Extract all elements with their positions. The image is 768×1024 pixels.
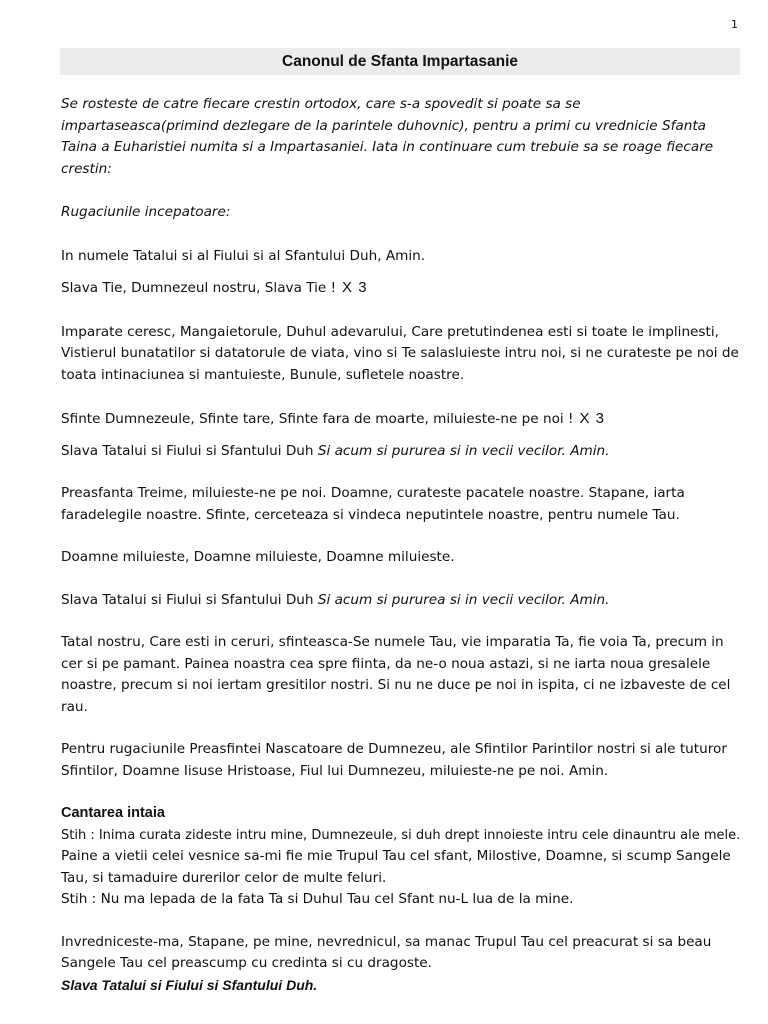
prayer-slava-tie-text: Slava Tie, Dumnezeul nostru, Slava Tie ! <box>61 280 337 296</box>
opening-prayers-heading: Rugaciunile incepatoare: <box>61 204 231 220</box>
prayer-tatal-nostru: Tatal nostru, Care esti in ceruri, sfinteasca-Se numele Tau, vie imparatia Ta, fie voia Ta, precum in cer si pe pamant. Painea noastra cea spre fiinta, da ne-o noua astazi, si ne iarta noua gresalele noastre, precum si noi iertam gresitilor nostri. Si nu ne duce pe noi in ispita, ci ne izbaveste de cel rau. <box>61 634 731 715</box>
prayer-in-numele: In numele Tatalui si al Fiului si al Sfantului Duh, Amin. <box>61 247 426 264</box>
slava-tatalui-text: Slava Tatalui si Fiului si Sfantului Duh <box>61 591 314 608</box>
verse-paine-a-vietii: Paine a vietii celei vesnice sa-mi fie mie Trupul Tau cel sfant, Milostive, Doamne, si scump Sangele Tau, si tamaduire durerilor celor de multe feluri. <box>61 848 731 886</box>
si-acum-text: Si acum si pururea si in vecii vecilor. Amin. <box>317 591 610 608</box>
section-heading-cantarea-intaia: Cantarea intaia <box>61 805 165 821</box>
prayer-slava-tatalui-2 <box>61 590 741 612</box>
repeat-mark: X 3 <box>342 279 368 296</box>
stih-1: Stih : Inima curata zideste intru mine, Dumnezeule, si duh drept innoieste intru cele dinauntru ale mele. <box>61 827 741 843</box>
verse-invredniceste-ma: Invredniceste-ma, Stapane, pe mine, nevrednicul, sa manac Trupul Tau cel preacurat si sa beau Sangele Tau cel preascump cu credinta si cu dragoste. <box>61 933 712 971</box>
page-number: 1 <box>731 18 738 31</box>
document-body <box>61 94 741 996</box>
prayer-preasfanta-treime: Preasfanta Treime, miluieste-ne pe noi. Doamne, curateste pacatele noastre. Stapane, iarta faradelegile noastre. Sfinte, cerceteaza si vindeca neputintele noastre, pentru numele Tau. <box>61 485 685 523</box>
prayer-slava-tatalui <box>61 441 741 463</box>
prayer-doamne-miluieste: Doamne miluieste, Doamne miluieste, Doamne miluieste. <box>61 549 455 565</box>
intro-paragraph: Se rosteste de catre fiecare crestin ortodox, care s-a spovedit si poate sa se impartaseasca(primind dezlegare de la parintele duhovnic), pentru a primi cu vrednicie Sfanta Taina a Euharistiei numita si a Impartasaniei. Iata in continuare cum trebuie sa se roage fiecare crestin: <box>61 96 714 177</box>
closing-slava: Slava Tatalui si Fiului si Sfantului Duh. <box>61 976 318 993</box>
stih-2: Stih : Nu ma lepada de la fata Ta si Duhul Tau cel Sfant nu-L lua de la mine. <box>61 891 574 907</box>
prayer-pentru-rugaciunile: Pentru rugaciunile Preasfintei Nascatoare de Dumnezeu, ale Sfintilor Parintilor nostri si ale tuturor Sfintilor, Doamne Iisuse Hristoase, Fiul lui Dumnezeu, miluieste-ne pe noi. Amin. <box>61 741 727 779</box>
repeat-mark: X 3 <box>579 410 605 427</box>
slava-tatalui-text: Slava Tatalui si Fiului si Sfantului Duh <box>61 442 314 459</box>
prayer-sfinte-dumnezeule-text: Sfinte Dumnezeule, Sfinte tare, Sfinte fara de moarte, miluieste-ne pe noi ! <box>61 411 574 427</box>
si-acum-text: Si acum si pururea si in vecii vecilor. Amin. <box>317 442 610 459</box>
prayer-slava-tie <box>61 277 741 300</box>
prayer-imparate-ceresc: Imparate ceresc, Mangaietorule, Duhul adevarului, Care pretutindenea esti si toate le implinesti, Vistierul bunatatilor si datatorule de viata, vino si Te salasluieste intru noi, si ne curateste pe noi de toata intinaciunea si mantuieste, Bunule, sufletele noastre. <box>61 323 739 383</box>
document-title: Canonul de Sfanta Impartasanie <box>60 48 740 75</box>
prayer-sfinte-dumnezeule <box>61 408 741 431</box>
